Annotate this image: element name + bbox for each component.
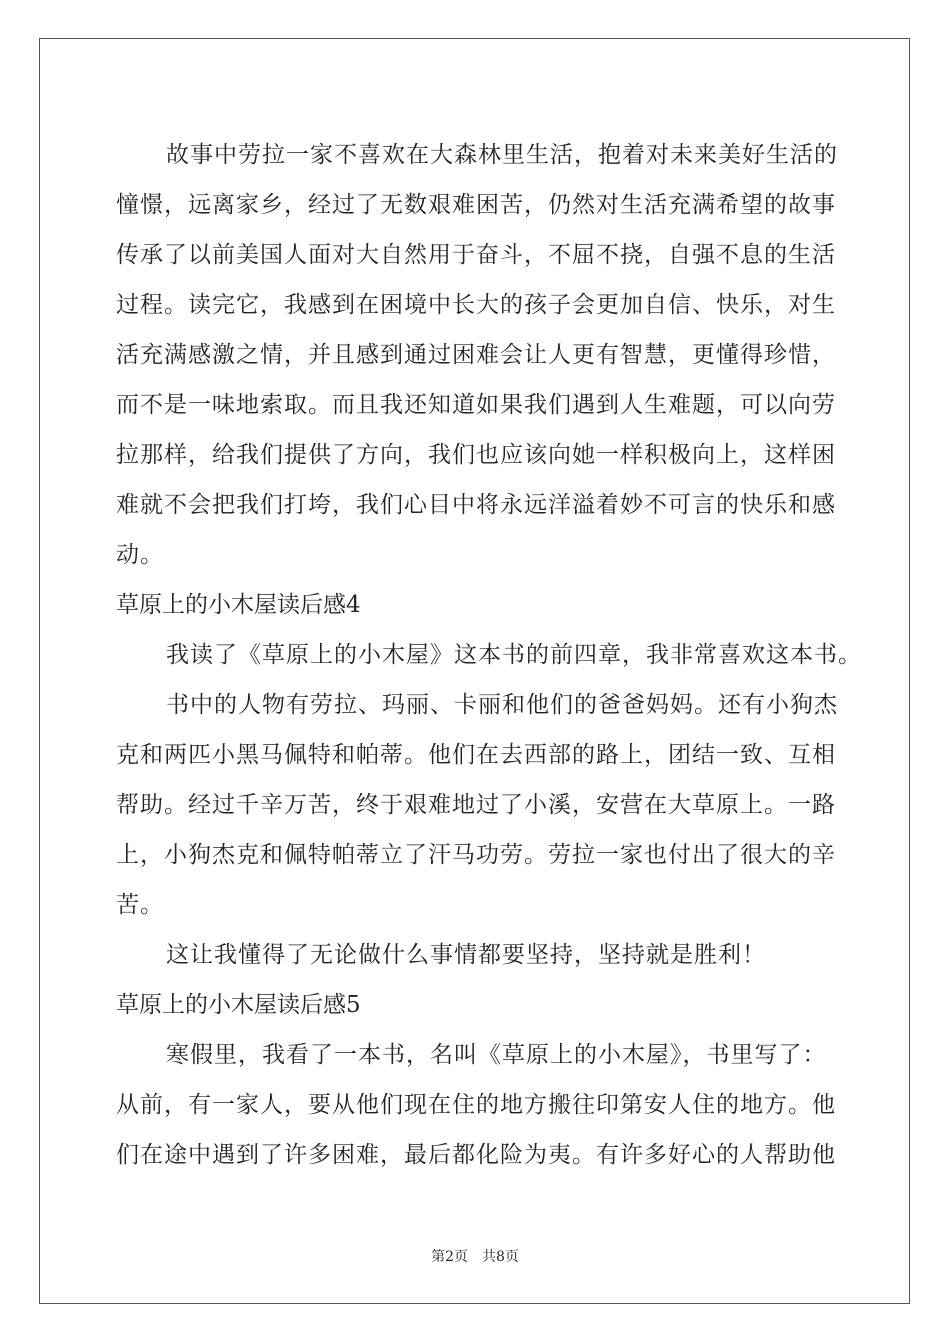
text-line: 们在途中遇到了许多困难，最后都化险为夷。有许多好心的人帮助他 bbox=[116, 1142, 836, 1168]
page-number: 第2页 bbox=[431, 1249, 468, 1265]
text-line: 憧憬，远离家乡，经过了无数艰难困苦，仍然对生活充满希望的故事 bbox=[116, 192, 836, 218]
text-line: 活充满感激之情，并且感到通过困难会让人更有智慧，更懂得珍惜， bbox=[116, 342, 836, 368]
text-line: 动。 bbox=[116, 542, 164, 568]
text-line: 帮助。经过千辛万苦，终于艰难地过了小溪，安营在大草原上。一路 bbox=[116, 792, 836, 818]
page-footer bbox=[0, 1246, 950, 1266]
text-line: 难就不会把我们打垮，我们心目中将永远洋溢着妙不可言的快乐和感 bbox=[116, 492, 836, 518]
text-line: 拉那样，给我们提供了方向，我们也应该向她一样积极向上，这样困 bbox=[116, 442, 836, 468]
text-line: 克和两匹小黑马佩特和帕蒂。他们在去西部的路上，团结一致、互相 bbox=[116, 742, 836, 768]
text-line: 我读了《草原上的小木屋》这本书的前四章，我非常喜欢这本书。 bbox=[166, 642, 862, 668]
text-line: 故事中劳拉一家不喜欢在大森林里生活，抱着对未来美好生活的 bbox=[166, 142, 838, 168]
text-line: 而不是一味地索取。而且我还知道如果我们遇到人生难题，可以向劳 bbox=[116, 392, 836, 418]
section-heading: 草原上的小木屋读后感4 bbox=[116, 592, 361, 618]
page-total: 共8页 bbox=[482, 1249, 519, 1265]
text-line: 传承了以前美国人面对大自然用于奋斗，不屈不挠，自强不息的生活 bbox=[116, 242, 836, 268]
text-line: 这让我懂得了无论做什么事情都要坚持，坚持就是胜利！ bbox=[166, 942, 766, 968]
section-heading: 草原上的小木屋读后感5 bbox=[116, 992, 361, 1018]
text-line: 苦。 bbox=[116, 892, 164, 918]
text-line: 上，小狗杰克和佩特帕蒂立了汗马功劳。劳拉一家也付出了很大的辛 bbox=[116, 842, 836, 868]
text-line: 过程。读完它，我感到在困境中长大的孩子会更加自信、快乐，对生 bbox=[116, 292, 836, 318]
text-line: 从前，有一家人，要从他们现在住的地方搬往印第安人住的地方。他 bbox=[116, 1092, 836, 1118]
text-line: 寒假里，我看了一本书，名叫《草原上的小木屋》，书里写了： bbox=[166, 1042, 827, 1068]
text-line: 书中的人物有劳拉、玛丽、卡丽和他们的爸爸妈妈。还有小狗杰 bbox=[166, 692, 838, 718]
document-body bbox=[116, 130, 862, 1180]
